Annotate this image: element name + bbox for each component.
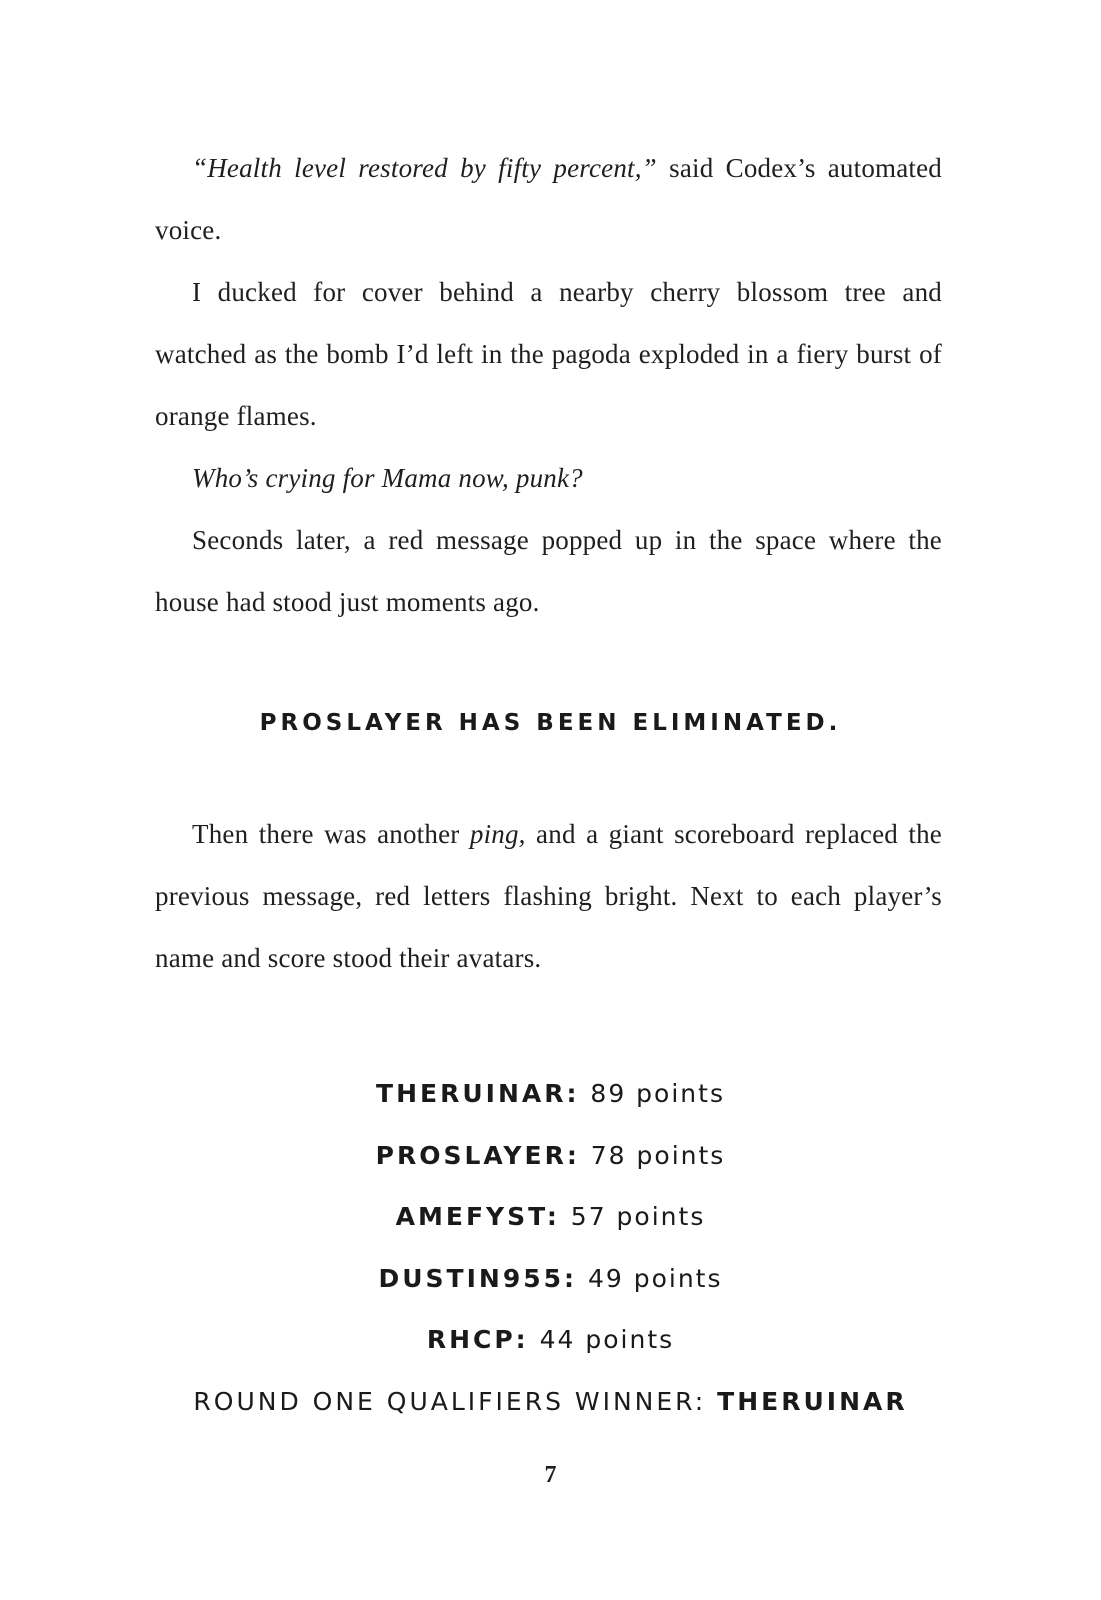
score-row (0, 1248, 1101, 1310)
paragraph-health (155, 137, 942, 261)
winner-label: ROUND ONE QUALIFIERS WINNER: (193, 1386, 718, 1416)
scoreboard (0, 1063, 1101, 1432)
player-points: 57 points (570, 1202, 706, 1231)
score-row (0, 1186, 1101, 1248)
player-name: RHCP: (426, 1325, 529, 1354)
player-points: 89 points (590, 1079, 725, 1108)
prose-section-top (155, 137, 942, 633)
elimination-message: PROSLAYER HAS BEEN ELIMINATED. (259, 710, 842, 736)
player-name: AMEFYST: (395, 1202, 560, 1231)
winner-row (0, 1371, 1101, 1433)
dialogue-health: “Health level restored by fifty percent,” (192, 153, 657, 183)
paragraph-cover: I ducked for cover behind a nearby cherry blossom tree and watched as the bomb I’d left in the pagoda exploded in a fiery burst of orange flames. (155, 277, 942, 431)
player-name: DUSTIN955: (378, 1263, 578, 1293)
thought-line: Who’s crying for Mama now, punk? (192, 463, 583, 493)
player-points: 49 points (587, 1263, 723, 1293)
prose-section-middle (155, 803, 942, 989)
paragraph-scoreboard-end: and a giant scoreboard replaced the previous message, red letters flashing bright. Next to each player’s name and score stood their avatars. (155, 819, 942, 973)
paragraph-health-rest: said Codex’s automated voice. (155, 153, 942, 245)
player-points: 44 points (539, 1325, 675, 1354)
ping-word: ping, (469, 819, 526, 849)
score-row (0, 1063, 1101, 1125)
score-row (0, 1309, 1101, 1371)
page-number: 7 (544, 1462, 557, 1488)
score-row (0, 1125, 1101, 1187)
paragraph-scoreboard (155, 803, 942, 989)
player-name: THERUINAR: (376, 1079, 580, 1108)
player-name: PROSLAYER: (375, 1140, 580, 1170)
player-points: 78 points (590, 1140, 726, 1170)
winner-name: THERUINAR (717, 1386, 908, 1416)
paragraph-message: Seconds later, a red message popped up in the space where the house had stood just moments ago. (155, 525, 942, 617)
paragraph-scoreboard-start: Then there was another (192, 819, 470, 849)
paragraph-thought (155, 447, 942, 509)
